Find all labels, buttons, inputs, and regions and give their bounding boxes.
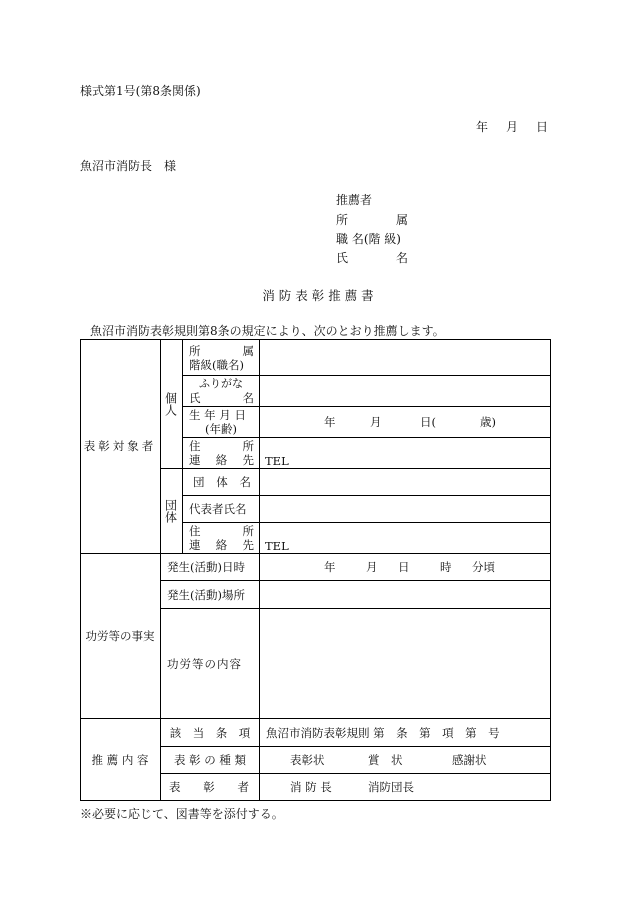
date-year: 年 xyxy=(476,120,489,134)
section-merit-label: 功労等の事実 xyxy=(85,629,155,643)
recommender-name-1: 氏 xyxy=(336,251,349,265)
intro-text: 魚沼市消防表彰規則第8条の規定により、次のとおり推薦します。 xyxy=(90,324,445,338)
recommender-name-2: 名 xyxy=(395,251,408,265)
group-label: 団体 xyxy=(163,498,178,523)
label-char: 属 xyxy=(242,343,254,358)
label-char: 氏 xyxy=(189,391,201,405)
label-char: 絡 xyxy=(215,538,228,552)
furigana-label: ふりがな xyxy=(199,377,243,390)
section-recommend-label: 推 薦 内 容 xyxy=(91,752,149,767)
occurrence-datetime-label: 発生(活動)日時 xyxy=(167,560,245,574)
award-types xyxy=(260,747,550,773)
rule xyxy=(80,800,551,801)
label-char: 連 xyxy=(189,453,201,467)
date-line xyxy=(476,118,548,135)
date-day: 日 xyxy=(536,120,549,134)
dt-minute: 分頃 xyxy=(472,560,495,574)
individual-label: 個人 xyxy=(163,391,178,416)
dt-month: 月 xyxy=(366,560,378,574)
label-char: 所 xyxy=(242,524,254,538)
rule xyxy=(550,339,551,801)
label-char: 絡 xyxy=(215,453,228,467)
birth-age: 歳) xyxy=(480,415,496,429)
dt-day: 日 xyxy=(398,560,410,574)
award-type-commendation: 表彰状 xyxy=(290,753,325,767)
label-char: 彰 xyxy=(203,780,215,794)
label-char: 住 xyxy=(189,439,201,453)
occurrence-datetime-value xyxy=(260,554,550,580)
ind-address-label xyxy=(183,438,259,468)
recommender-affiliation-1: 所 xyxy=(336,213,349,227)
label-char: 者 xyxy=(237,780,249,794)
ind-birth-label xyxy=(183,407,259,437)
merit-content-label: 功労等の内容 xyxy=(167,656,242,671)
ind-rank-label: 階級(職名) xyxy=(189,357,244,372)
label-char: 所 xyxy=(242,439,254,453)
clause-value: 魚沼市消防表彰規則 第 条 第 項 第 号 xyxy=(266,725,500,740)
recommender-name xyxy=(336,249,408,266)
awarder-label xyxy=(161,774,259,800)
occurrence-place-label: 発生(活動)場所 xyxy=(167,587,245,602)
group-rep-label: 代表者氏名 xyxy=(189,502,247,516)
award-type-appreciation: 感謝状 xyxy=(452,753,487,767)
label-char: 住 xyxy=(189,524,201,538)
birth-value xyxy=(260,407,550,437)
clause-label: 該 当 条 項 xyxy=(169,725,251,740)
recommender-affiliation-2: 属 xyxy=(395,213,408,227)
label-char: 団 xyxy=(193,475,205,489)
label-char: 名 xyxy=(239,475,251,489)
birth-day: 日( xyxy=(420,415,436,429)
group-name-label xyxy=(183,469,259,495)
recommender-rank: 職 名(階 級) xyxy=(336,232,401,246)
document-title: 消 防 表 彰 推 薦 書 xyxy=(262,288,374,303)
label-char: 所 xyxy=(189,343,201,358)
section-target-label: 表彰対象者 xyxy=(83,439,157,453)
label-char: 体 xyxy=(216,475,228,489)
form-number: 様式第1号(第8条関係) xyxy=(80,84,201,98)
birth-line1: 生 年 月 日 xyxy=(189,408,246,422)
dt-year: 年 xyxy=(324,560,336,574)
awarders xyxy=(260,774,550,800)
label-char: 先 xyxy=(242,538,254,552)
addressee: 魚沼市消防長 様 xyxy=(80,159,177,173)
birth-year: 年 xyxy=(324,415,336,429)
recommender-affiliation xyxy=(336,211,408,228)
recommender-heading: 推薦者 xyxy=(336,193,373,207)
ind-tel-label: TEL xyxy=(265,454,289,468)
birth-line2: (年齢) xyxy=(205,422,237,436)
awarder-fire-chief: 消 防 長 xyxy=(290,780,332,794)
ind-name-label xyxy=(183,376,259,406)
dt-hour: 時 xyxy=(440,560,452,574)
label-char: 表 xyxy=(169,780,181,794)
recommendation-table xyxy=(80,339,551,801)
award-type-label: 表 彰 の 種 類 xyxy=(173,753,247,767)
group-address-label xyxy=(183,523,259,553)
group-tel-label: TEL xyxy=(265,539,289,553)
footnote: ※必要に応じて、図書等を添付する。 xyxy=(80,807,284,821)
label-char: 先 xyxy=(242,453,254,467)
label-char: 連 xyxy=(189,538,201,552)
birth-month: 月 xyxy=(370,415,382,429)
label-char: 名 xyxy=(242,391,254,405)
awarder-fire-corps-chief: 消防団長 xyxy=(368,780,414,794)
date-month: 月 xyxy=(506,120,519,134)
ind-affiliation-label xyxy=(183,340,259,375)
award-type-certificate: 賞 状 xyxy=(368,753,403,767)
